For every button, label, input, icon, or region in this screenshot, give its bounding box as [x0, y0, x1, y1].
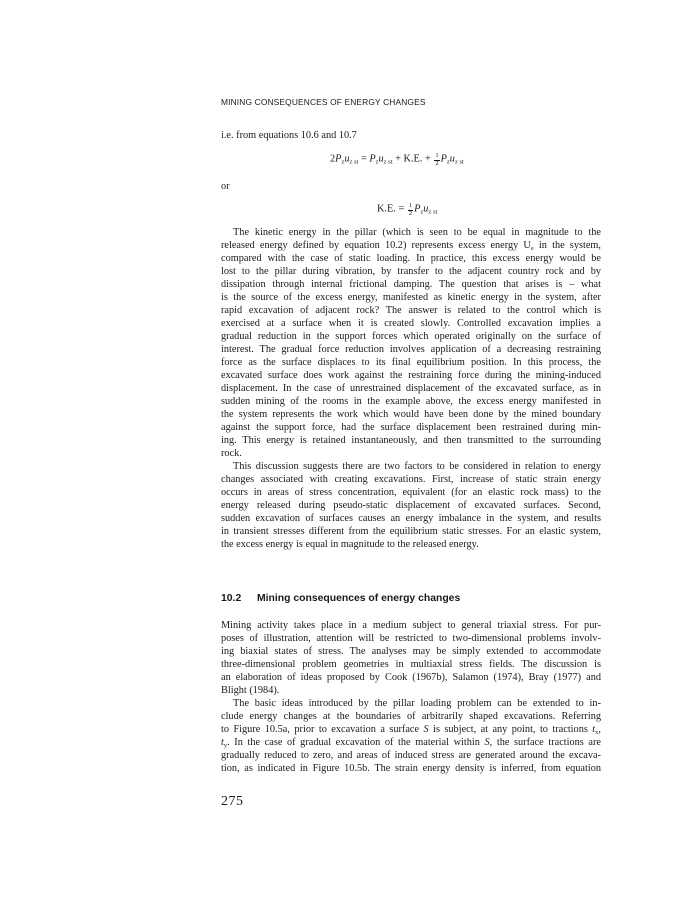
- text-line: dissipation through internal frictional damping. The question that arises is – what: [221, 279, 601, 290]
- text-line: clude energy changes at the boundaries of arbitrarily shaped excavations. Referring: [221, 711, 601, 722]
- section-number: 10.2: [221, 593, 242, 604]
- section-heading: [221, 593, 601, 604]
- text-line: Mining activity takes place in a medium subject to general triaxial stress. For pur-: [221, 620, 601, 631]
- or-line: or: [221, 181, 230, 192]
- text-line: ing. This energy is retained instantaneously, and then transmitted to the surrounding: [221, 435, 601, 446]
- section-title: Mining consequences of energy changes: [257, 593, 461, 604]
- text-line: the system represents the work which would have been done by the mined boundary: [221, 409, 601, 420]
- text-line: to Figure 10.5a, prior to excavation a surface S is subject, at any point, to tractions $t_x$,: [221, 724, 601, 736]
- text-line: force as the surface displaces to its final equilibrium position. In this process, the: [221, 357, 601, 368]
- text-line: compared with the case of static loading. In practice, this excess energy would be: [221, 253, 601, 264]
- fraction-one-half: $\frac{1}{2}$: [408, 202, 413, 217]
- fraction-one-half: $\frac{1}{2}$: [435, 152, 439, 167]
- text-line: rapid excavation of adjacent rock? The answer is related to the control which is: [221, 305, 601, 316]
- text-line: interest. The gradual force reduction involves application of a decreasing restraining: [221, 344, 601, 355]
- text-line: tion, as indicated in Figure 10.5b. The strain energy density is inferred, from equation: [221, 763, 601, 774]
- text-line: displacement. In the case of unrestrained displacement of the excavated surface, as in: [221, 383, 601, 394]
- text-line: sudden excavation of surfaces causes an energy imbalance in the system, and results: [221, 513, 601, 524]
- text-line: poses of illustration, attention will be restricted to two-dimensional problems involv-: [221, 633, 601, 644]
- running-head: MINING CONSEQUENCES OF ENERGY CHANGES: [221, 97, 426, 107]
- text-line: lost to the pillar during vibration, by transfer to the adjacent country rock and by: [221, 266, 601, 277]
- text-line: Blight (1984).: [221, 685, 280, 696]
- text-line: is the source of the excess energy, manifested as kinetic energy in the system, after: [221, 292, 601, 303]
- equation-2: K.E. = $\frac{1}{2}$ $P_zu_{z st}$: [377, 202, 438, 217]
- text-line: rock.: [221, 448, 242, 459]
- text-line: exercised at a surface when it is created slowly. Controlled excavation implies a: [221, 318, 601, 329]
- text-line: The basic ideas introduced by the pillar loading problem can be extended to in-: [233, 698, 601, 709]
- text-line: The kinetic energy in the pillar (which is seen to be equal in magnitude to the: [233, 227, 601, 238]
- text-line: This discussion suggests there are two factors to be considered in relation to energy: [233, 461, 601, 472]
- text-line: gradual reduction in the support forces which operated originally on the surface of: [221, 331, 601, 342]
- text-line: against the support force, had the surface displacement been restrained during min-: [221, 422, 601, 433]
- intro-line: i.e. from equations 10.6 and 10.7: [221, 130, 357, 141]
- text-line: in transient stresses different from the equilibrium static stresses. For an elastic system,: [221, 526, 601, 537]
- text-line: occurs in areas of stress concentration, equivalent (for an elastic rock mass) to the: [221, 487, 601, 498]
- text-line: ing biaxial states of stress. The analyses may be simply extended to accommodate: [221, 646, 601, 657]
- text-line: gradually reduced to zero, and areas of induced stress are generated around the excava-: [221, 750, 601, 761]
- text-line: an elaboration of ideas proposed by Cook (1967b), Salamon (1974), Bray (1977) and: [221, 672, 601, 683]
- text-line: the excess energy is equal in magnitude to the released energy.: [221, 539, 479, 550]
- text-line: changes associated with creating excavations. First, increase of static strain energy: [221, 474, 601, 485]
- text-line: energy released during pseudo-static displacement of excavated surfaces. Second,: [221, 500, 601, 511]
- text-line: three-dimensional problem geometries in multiaxial stress fields. The discussion is: [221, 659, 601, 670]
- text-line: released energy defined by equation 10.2) represents excess energy $U_e$ in the system,: [221, 240, 601, 252]
- text-line: sudden mining of the rooms in the example above, the excess energy manifested in: [221, 396, 601, 407]
- page-number: 275: [221, 794, 244, 809]
- text-line: excavated surface does work against the restraining force during the mining-induced: [221, 370, 601, 381]
- text-line: $t_y$. In the case of gradual excavation of the material within S, the surface tractions are: [221, 737, 601, 749]
- equation-1: $2P_zu_{z st} = P_zu_{z st} + K.E$. + $\frac{1}{2}$ $P_zu_{z st}$: [330, 152, 464, 167]
